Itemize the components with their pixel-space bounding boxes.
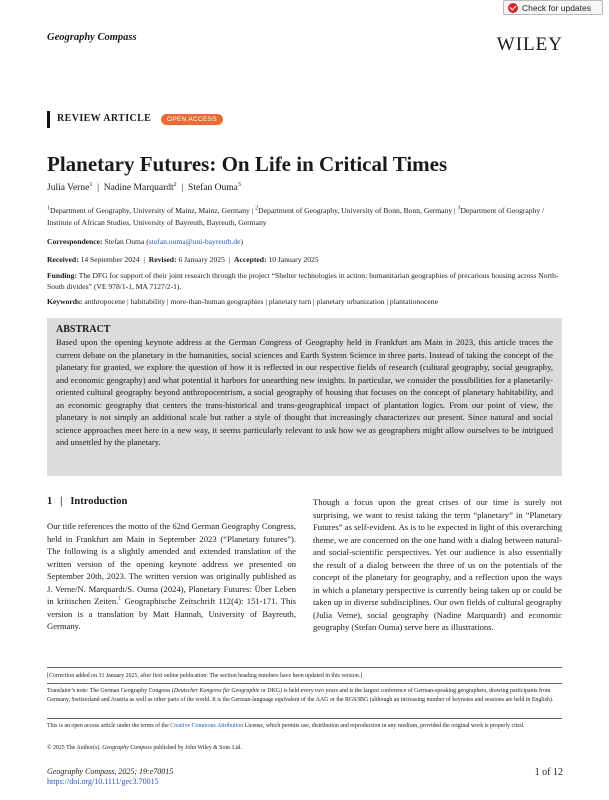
author-affiliation-ref: 2 [173,181,177,188]
footnote-ref[interactable]: 1 [118,596,122,603]
keywords-label: Keywords: [47,297,83,306]
section-separator: | [60,496,63,507]
accepted-date: 10 January 2025 [268,255,319,264]
open-access-badge: OPEN ACCESS [161,114,223,125]
affiliation-number: 1 [47,205,50,212]
author-name[interactable]: Julia Verne [47,183,90,193]
abstract-heading: ABSTRACT [56,324,111,335]
affiliation-text: Department of Geography / Institute of African Studies, University of Bayreuth, Bayreuth, Germany [47,206,545,227]
journal-name: Geography Compass [47,32,137,43]
affiliation-text: Department of Geography, University of Bonn, Bonn, Germany [258,206,453,215]
footnote-text: License, which permits use, distribution and reproduction in any medium, provided the original work is properly cited. [243,723,525,729]
footnote-text: © 2025 The Author(s). [47,745,103,751]
funding-text: The DFG for support of their joint research through the project “Shelter technologies in action: humanitarian geographies of precarious housing across North-South divides” (VE 978/1-1, MA 7127/2-1). [47,271,559,291]
author-affiliation-ref: 3 [237,181,241,188]
author-affiliation-ref: 1 [89,181,93,188]
page-number: 1 of 12 [534,767,563,778]
author-list [47,183,241,193]
body-text: Our title references the motto of the 62nd German Geography Congress, held in Frankfurt am Main in September 2023 (“Planetary futures”). The following is a slightly amended and extended translation of the written version of the opening keynote address we presented on September 20th, 2023. The written version was originally published as J. Verne/N. Marquardt/S. Ouma (2024), Planetary Futures: Über Leben in kritischen Zeiten. [47,521,296,606]
publisher-logo: WILEY [496,34,563,55]
section-number: 1 [47,496,53,507]
footer-citation: Geography Compass, 2025; 19:e70015 [47,767,174,776]
author-name[interactable]: Nadine Marquardt [103,183,174,193]
footnote-divider [47,683,562,684]
author-separator: | [97,183,99,193]
funding-label: Funding: [47,271,77,280]
keywords [47,297,562,306]
article-type: REVIEW ARTICLE [57,113,152,124]
footnote-text: This is an open access article under the terms of the [47,723,171,729]
section-title: Introduction [70,496,128,507]
affiliation-number: 3 [457,205,461,212]
footnote-text: published by John Wiley & Sons Ltd. [151,745,242,751]
author-name[interactable]: Stefan Ouma [188,183,238,193]
section-heading [47,496,127,507]
revised-label: Revised: [148,255,177,264]
received-date: 14 September 2024 [80,255,140,264]
license-note [47,722,562,731]
body-text: Geographische Zeitschrift 112(4): 151-171. This version is a translation by Matt Hannah, University of Bayreuth, Germany. [47,596,296,631]
footnote-divider [47,718,562,719]
footnote-text: Translator’s note: The German Geography Congress ( [47,688,174,694]
check-updates-label: Check for updates [522,2,591,13]
abstract-box [47,318,562,476]
affiliations: $^1$Department of Geography, University of Mainz, Mainz, Germany | $^2$Department of Geography, University of Bonn, Bonn, Germany | $^3$Department of Geography / Institute of African Studies, University of Bayreuth, Bayreuth, Germany [47,205,545,227]
abstract-text: Based upon the opening keynote address at the German Congress of Geography held in Frankfurt am Main in 2023, this article traces the current debate on the planetary in the humanities, social sciences and Earth System Science in three parts. Instead of taking the concept of the planetary for granted, we explore the question of how it is reflected in our respective fields of research (cultural geography, social geography, and economic geography) and what potential it harbors for unearthing new insights. In particular, we consider the possibilities for a planetarily-oriented cultural geography beyond anthropocentrism, a social geography of housing that focuses on the concept of planetary habitability, and an economic geography that centers the trans-historical and trans-geographical impact of plantation logics. From our point of view, the planetary is not simply an additional scale but rather a style of thought that increasingly characterizes our present. Since natural and social science approaches meet here in a new way, it seems particularly relevant to ask how we as geographers might allow ourselves to be intrigued and unsettled by the planetary. [56,337,553,447]
correspondence-name: Stefan Ouma [104,237,145,246]
footnote-text: or DKG) is held every two years and is the largest conference of German-speaking geographers, drawing participants from Germany, Switzerland and Austria as well as other parts of the world. It is the German-language equivalent of the AAG or the RGS/IBG (although an increasing number of keynotes and sessions are held in English). [47,688,554,703]
body-column-right: Though a focus upon the great crises of our time is surely not surprising, we want to resist taking the term “planetary” in “Planetary Futures” as self-evident. As is to be expected in light of this overarching theme, we are concerned on the one hand with a dialog between natural- and social-scientific perspectives. Yet our audience is also essentially the result of a dialog between the three of us on the potentials of the concept of the planetary for geography, and a reflection upon the ways in which a planetary perspective is currently being taken up or could be taken up in diverse subdisciplines. Our own fields of cultural geography (Julia Verne), social geography (Nadine Marquardt) and economic geography (Stefan Ouma) serve here as illustrations. [313,497,562,632]
article-type-bar [47,111,50,128]
affiliation-number: 2 [255,205,259,212]
translator-note [47,687,562,704]
check-updates-icon [508,3,518,13]
correction-note: [Correction added on 31 January 2025, after first online publication: The section heading numbers have been updated in this version.] [47,673,363,679]
accepted-label: Accepted: [234,255,267,264]
copyright-note [47,744,562,753]
footer-doi-link[interactable]: https://doi.org/10.1111/gec3.70015 [47,777,159,786]
correspondence: Correspondence: Stefan Ouma (stefan.ouma@uni-bayreuth.de) [47,237,244,246]
license-link[interactable]: Creative Commons Attribution [170,723,244,729]
correspondence-email-link[interactable]: stefan.ouma@uni-bayreuth.de [148,237,241,246]
received-label: Received: [47,255,79,264]
affiliation-text: Department of Geography, University of Mainz, Mainz, Germany [50,206,250,215]
footnote-text: Deutscher Kongress für Geographie [173,688,260,694]
footnote-text: Geography Compass [102,745,152,751]
keywords-text: anthropocene | habitability | more-than-human geographies | planetary turn | planetary urbanization | plantationocene [84,297,438,306]
body-column-left [47,520,296,633]
author-separator: | [181,183,184,193]
footnote-divider [47,667,562,668]
article-dates: Received: 14 September 2024 | Revised: 6 January 2025 | Accepted: 10 January 2025 [47,255,319,264]
check-for-updates-button[interactable] [503,0,603,15]
revised-date: 6 January 2025 [178,255,225,264]
funding-statement [47,270,562,292]
correspondence-label: Correspondence: [47,237,103,246]
article-title: Planetary Futures: On Life in Critical Times [47,152,448,176]
